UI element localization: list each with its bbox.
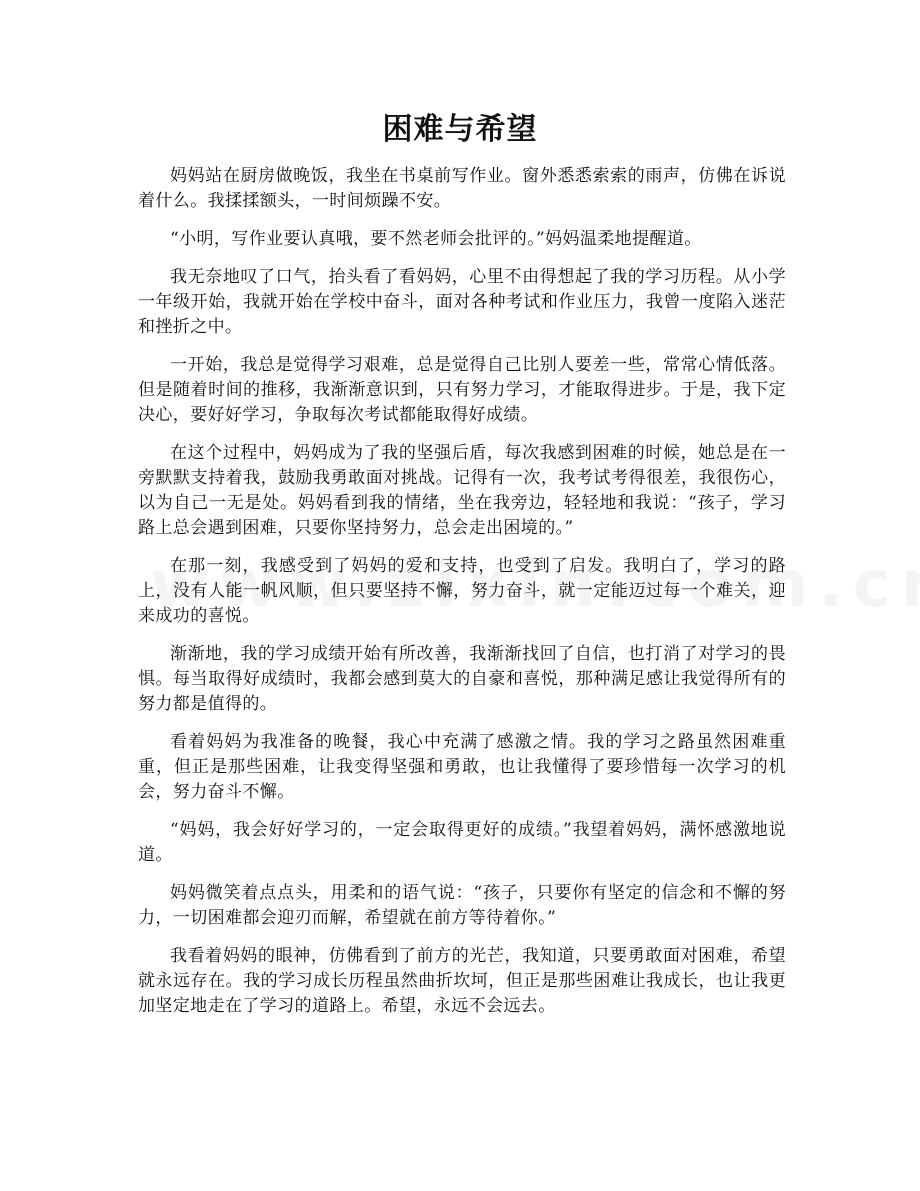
paragraph: 在这个过程中，妈妈成为了我的坚强后盾，每次我感到困难的时候，她总是在一旁默默支持着我，鼓励我勇敢面对挑战。记得有一次，我考试考得很差，我很伤心，以为自己一无是处。妈妈看到我的情绪，坐在我旁边，轻轻地和我说：“孩子，学习路上总会遇到困难，只要你坚持努力，总会走出困境的。” [138, 443, 786, 538]
paragraph: 妈妈微笑着点点头，用柔和的语气说：“孩子，只要你有坚定的信念和不懈的努力，一切困难都会迎刃而解，希望就在前方等待着你。” [138, 883, 786, 928]
paragraph: “妈妈，我会好好学习的，一定会取得更好的成绩。”我望着妈妈，满怀感激地说道。 [138, 820, 786, 865]
paragraph: 在那一刻，我感受到了妈妈的爱和支持，也受到了启发。我明白了，学习的路上，没有人能一帆风顺，但只要坚持不懈，努力奋斗，就一定能迈过每一个难关，迎来成功的喜悦。 [138, 556, 786, 626]
document-title: 困难与希望 [382, 112, 538, 147]
paragraph: 看着妈妈为我准备的晚餐，我心中充满了感激之情。我的学习之路虽然困难重重，但正是那些困难，让我变得坚强和勇敢，也让我懂得了要珍惜每一次学习的机会，努力奋斗不懈。 [138, 732, 786, 802]
paragraph: 渐渐地，我的学习成绩开始有所改善，我渐渐找回了自信，也打消了对学习的畏惧。每当取得好成绩时，我都会感到莫大的自豪和喜悦，那种满足感让我觉得所有的努力都是值得的。 [138, 644, 786, 714]
paragraph: 妈妈站在厨房做晚饭，我坐在书桌前写作业。窗外悉悉索索的雨声，仿佛在诉说着什么。我揉揉额头，一时间烦躁不安。 [138, 166, 786, 211]
paragraph: 我无奈地叹了口气，抬头看了看妈妈，心里不由得想起了我的学习历程。从小学一年级开始，我就开始在学校中奋斗，面对各种考试和作业压力，我曾一度陷入迷茫和挫折之中。 [138, 267, 786, 337]
paragraph: 一开始，我总是觉得学习艰难，总是觉得自己比别人要差一些，常常心情低落。但是随着时间的推移，我渐渐意识到，只有努力学习，才能取得进步。于是，我下定决心，要好好学习，争取每次考试都能取得好成绩。 [138, 355, 786, 425]
paragraph: “小明，写作业要认真哦，要不然老师会批评的。”妈妈温柔地提醒道。 [170, 229, 702, 249]
paragraph: 我看着妈妈的眼神，仿佛看到了前方的光芒，我知道，只要勇敢面对困难，希望就永远存在。我的学习成长历程虽然曲折坎坷，但正是那些困难让我成长，也让我更加坚定地走在了学习的道路上。希望，永远不会远去。 [138, 946, 786, 1016]
document-body [138, 164, 786, 1032]
